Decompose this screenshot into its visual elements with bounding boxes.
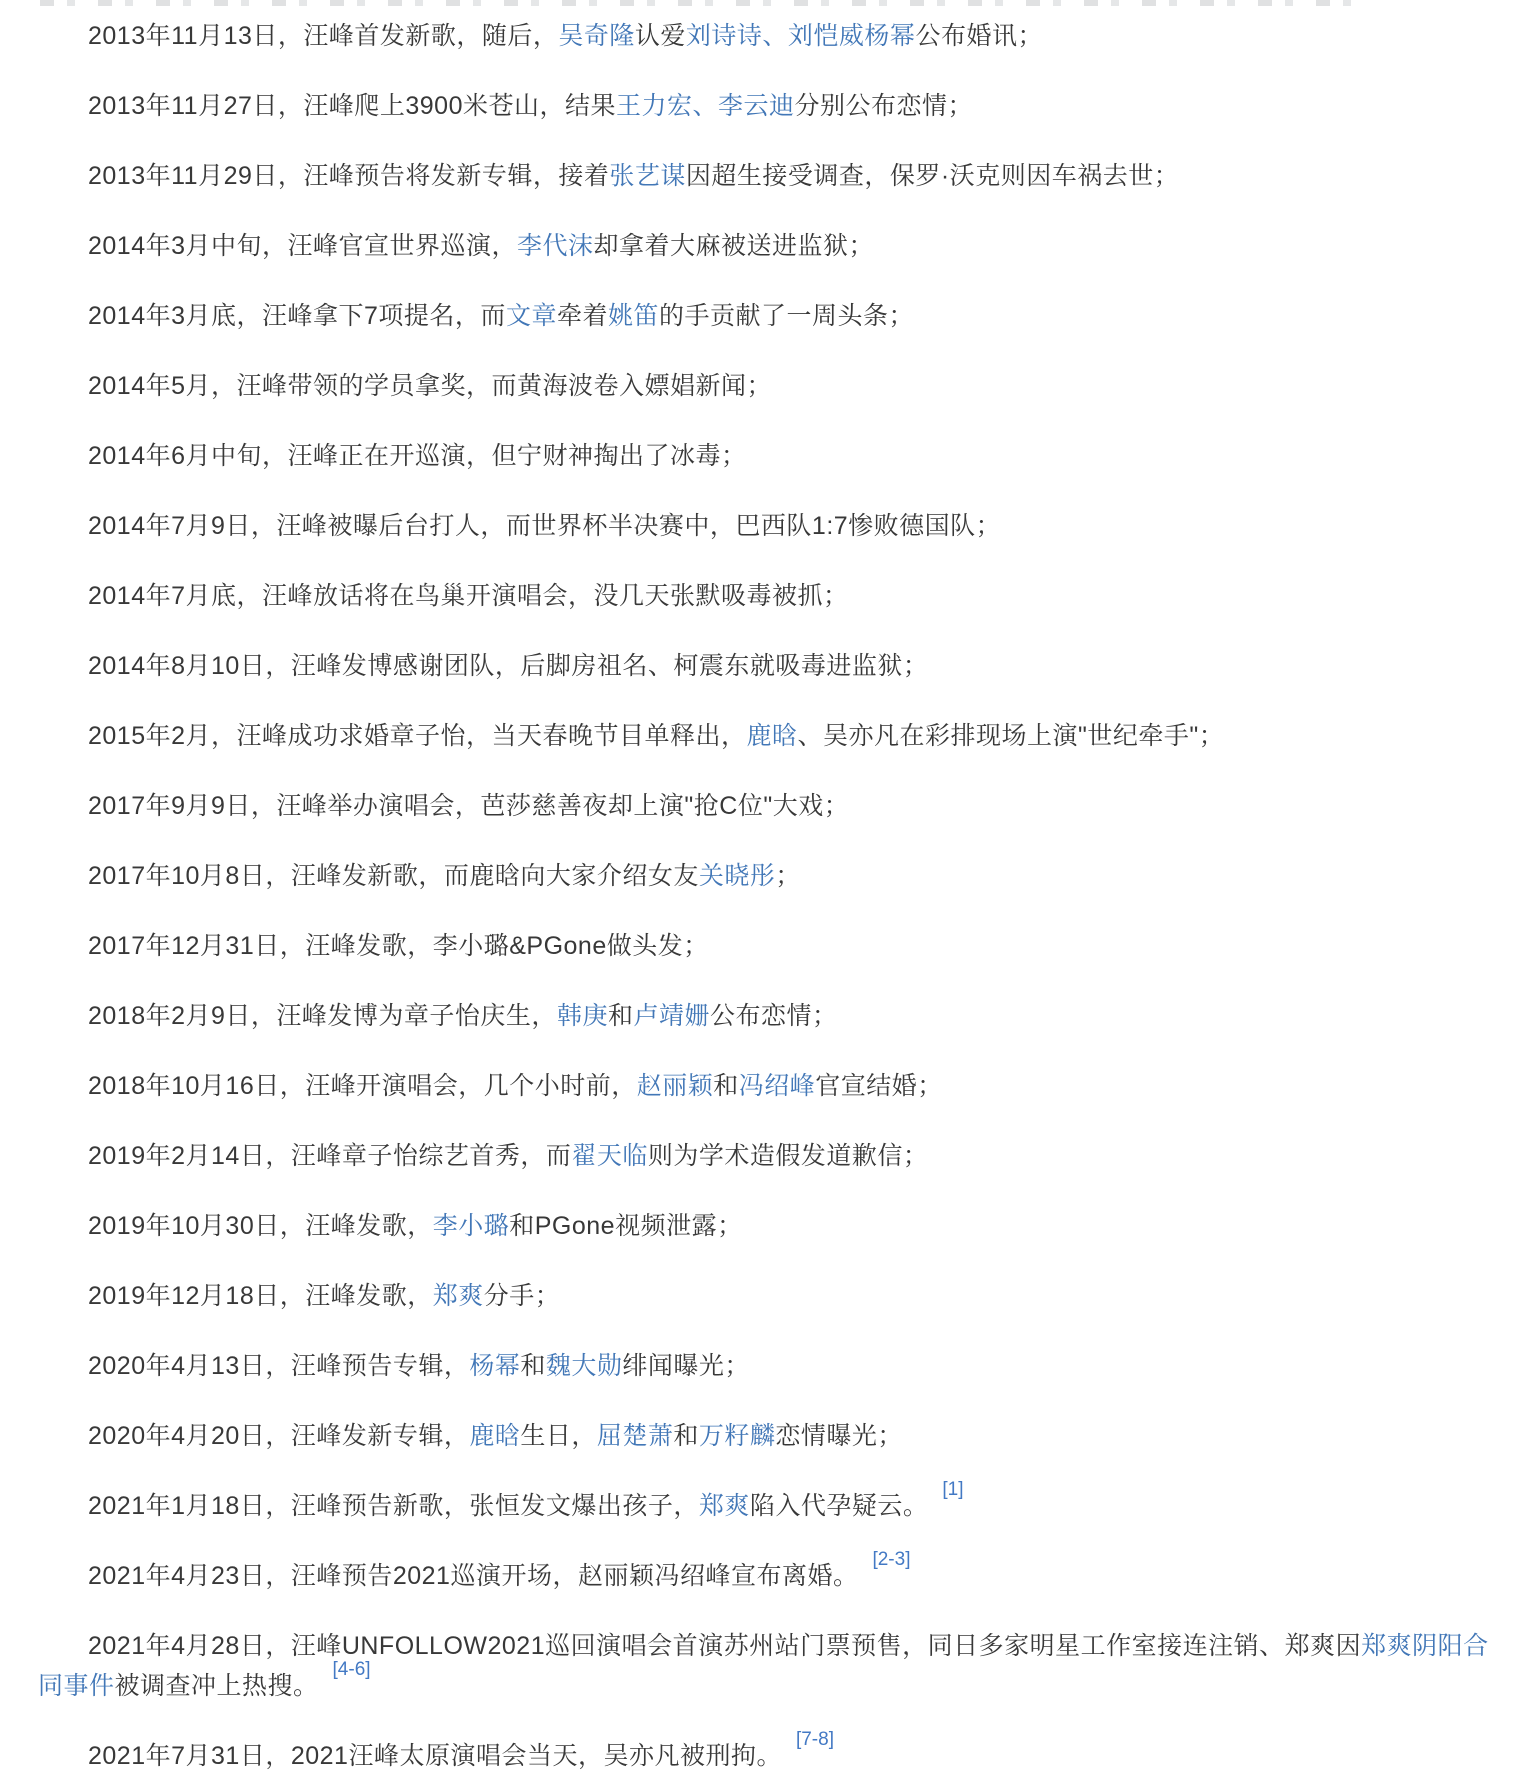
text-segment: 分手； — [483, 1282, 561, 1310]
timeline-paragraph — [38, 1548, 1498, 1596]
entity-link[interactable]: 王力宏、李云迪 — [616, 92, 795, 120]
text-segment: 2019年2月14日，汪峰章子怡综艺首秀，而 — [88, 1142, 572, 1170]
text-segment: 的手贡献了一周头条； — [658, 302, 914, 330]
text-segment: 2014年7月9日，汪峰被曝后台打人，而世界杯半决赛中，巴西队1:7惨败德国队； — [88, 512, 1002, 540]
citation-ref[interactable]: [2-3] — [872, 1548, 911, 1570]
entity-link[interactable]: 翟天临 — [571, 1142, 648, 1170]
timeline-paragraph — [38, 926, 1498, 966]
text-segment: 和 — [713, 1072, 739, 1100]
timeline-paragraph — [38, 156, 1498, 196]
text-segment: 2013年11月13日，汪峰首发新歌，随后， — [88, 22, 559, 50]
timeline-paragraph — [38, 576, 1498, 616]
text-segment: 2014年8月10日，汪峰发博感谢团队，后脚房祖名、柯震东就吸毒进监狱； — [88, 652, 929, 680]
entity-link[interactable]: 鹿晗 — [469, 1422, 521, 1450]
timeline-paragraph — [38, 436, 1498, 476]
timeline-paragraph — [38, 1728, 1498, 1776]
entity-link[interactable]: 冯绍峰 — [738, 1072, 816, 1100]
text-segment: 官宣结婚； — [815, 1072, 943, 1100]
text-segment: 被调查冲上热搜。 — [114, 1672, 319, 1700]
text-segment: 2019年12月18日，汪峰发歌， — [88, 1282, 433, 1310]
text-segment: 和 — [520, 1352, 546, 1380]
text-segment: 2013年11月27日，汪峰爬上3900米苍山，结果 — [88, 92, 616, 120]
entity-link[interactable]: 赵丽颖 — [636, 1072, 714, 1100]
text-segment: 牵着 — [556, 302, 608, 330]
text-segment: ； — [775, 862, 801, 890]
text-segment: 2021年7月31日，2021汪峰太原演唱会当天，吴亦凡被刑拘。 — [88, 1742, 782, 1770]
text-segment: 公布婚讯； — [915, 22, 1043, 50]
timeline-paragraph — [38, 716, 1498, 756]
entity-link[interactable]: 屈楚萧 — [596, 1422, 674, 1450]
timeline-paragraph — [38, 1066, 1498, 1106]
timeline-paragraph — [38, 366, 1498, 406]
citation-ref[interactable]: [7-8] — [795, 1728, 834, 1750]
citation-ref[interactable]: [1] — [942, 1478, 964, 1500]
timeline-paragraph — [38, 1136, 1498, 1176]
entity-link[interactable]: 杨幂 — [469, 1352, 521, 1380]
text-segment: 因超生接受调查，保罗·沃克则因车祸去世； — [685, 162, 1180, 190]
timeline-paragraph — [38, 996, 1498, 1036]
text-segment: 2020年4月20日，汪峰发新专辑， — [88, 1422, 470, 1450]
text-segment: 2017年9月9日，汪峰举办演唱会，芭莎慈善夜却上演"抢C位"大戏； — [88, 792, 850, 820]
text-segment: 2014年5月，汪峰带领的学员拿奖，而黄海波卷入嫖娼新闻； — [88, 372, 773, 400]
entity-link[interactable]: 郑爽 — [698, 1492, 750, 1520]
text-segment: 2019年10月30日，汪峰发歌， — [88, 1212, 433, 1240]
text-segment: 2018年10月16日，汪峰开演唱会，几个小时前， — [88, 1072, 637, 1100]
text-segment: 分别公布恋情； — [794, 92, 974, 120]
timeline-paragraph — [38, 86, 1498, 126]
text-segment: 2014年7月底，汪峰放话将在鸟巢开演唱会，没几天张默吸毒被抓； — [88, 582, 849, 610]
entity-link[interactable]: 李小璐 — [432, 1212, 510, 1240]
text-segment: 2014年3月底，汪峰拿下7项提名，而 — [88, 302, 506, 330]
entity-link[interactable]: 魏大勋 — [545, 1352, 623, 1380]
text-segment: 则为学术造假发道歉信； — [647, 1142, 929, 1170]
entity-link[interactable]: 卢靖姗 — [633, 1002, 710, 1030]
entity-link[interactable]: 刘诗诗、刘恺威杨幂 — [685, 22, 916, 50]
timeline-paragraph — [38, 1206, 1498, 1246]
text-segment: 却拿着大麻被送进监狱； — [593, 232, 875, 260]
entity-link[interactable]: 鹿晗 — [746, 722, 798, 750]
entity-link[interactable]: 李代沫 — [517, 232, 594, 260]
text-segment: 绯闻曝光； — [622, 1352, 750, 1380]
timeline-paragraph — [38, 646, 1498, 686]
text-segment: 恋情曝光； — [775, 1422, 903, 1450]
text-segment: 2020年4月13日，汪峰预告专辑， — [88, 1352, 470, 1380]
text-segment: 陷入代孕疑云。 — [749, 1492, 929, 1520]
text-segment: 生日， — [520, 1422, 597, 1450]
citation-ref[interactable]: [4-6] — [332, 1658, 371, 1680]
text-segment: 2014年3月中旬，汪峰官宣世界巡演， — [88, 232, 518, 260]
timeline-paragraph — [38, 296, 1498, 336]
text-segment: 2015年2月，汪峰成功求婚章子怡，当天春晚节目单释出， — [88, 722, 747, 750]
entity-link[interactable]: 姚笛 — [607, 302, 659, 330]
entity-link[interactable]: 文章 — [505, 302, 557, 330]
text-segment: 2021年1月18日，汪峰预告新歌，张恒发文爆出孩子， — [88, 1492, 699, 1520]
text-segment: 和PGone视频泄露； — [509, 1212, 743, 1240]
entity-link[interactable]: 关晓彤 — [698, 862, 776, 890]
entity-link[interactable]: 张艺谋 — [609, 162, 686, 190]
text-segment: 、吴亦凡在彩排现场上演"世纪牵手"； — [797, 722, 1225, 750]
timeline-paragraph — [38, 226, 1498, 266]
text-segment: 和 — [607, 1002, 634, 1030]
entity-link[interactable]: 吴奇隆 — [558, 22, 635, 50]
timeline-paragraph — [38, 16, 1498, 56]
entity-link[interactable]: 万籽麟 — [698, 1422, 776, 1450]
entity-link[interactable]: 韩庚 — [556, 1002, 608, 1030]
text-segment: 2014年6月中旬，汪峰正在开巡演，但宁财神掏出了冰毒； — [88, 442, 747, 470]
timeline-paragraph — [38, 506, 1498, 546]
text-segment: 和 — [673, 1422, 699, 1450]
timeline-paragraph — [38, 856, 1498, 896]
text-segment: 认爱 — [634, 22, 686, 50]
entity-link[interactable]: 郑爽阴阳合同事件 — [38, 1632, 1489, 1700]
text-segment: 2013年11月29日，汪峰预告将发新专辑，接着 — [88, 162, 610, 190]
entity-link[interactable]: 郑爽 — [432, 1282, 484, 1310]
text-segment: 2017年10月8日，汪峰发新歌，而鹿晗向大家介绍女友 — [88, 862, 699, 890]
text-segment: 2018年2月9日，汪峰发博为章子怡庆生， — [88, 1002, 557, 1030]
timeline-paragraph — [38, 786, 1498, 826]
text-segment: 公布恋情； — [709, 1002, 838, 1030]
timeline-paragraph — [38, 1276, 1498, 1316]
timeline-paragraph — [38, 1478, 1498, 1526]
text-segment: 2017年12月31日，汪峰发歌，李小璐&PGone做头发； — [88, 932, 709, 960]
timeline-paragraph — [38, 1346, 1498, 1386]
text-segment: 2021年4月23日，汪峰预告2021巡演开场，赵丽颖冯绍峰宣布离婚。 — [88, 1562, 859, 1590]
timeline-paragraph — [38, 1626, 1498, 1706]
timeline-paragraph — [38, 1416, 1498, 1456]
text-segment: 2021年4月28日，汪峰UNFOLLOW2021巡回演唱会首演苏州站门票预售，同日多家明星工作室接连注销、郑爽因 — [88, 1632, 1362, 1660]
